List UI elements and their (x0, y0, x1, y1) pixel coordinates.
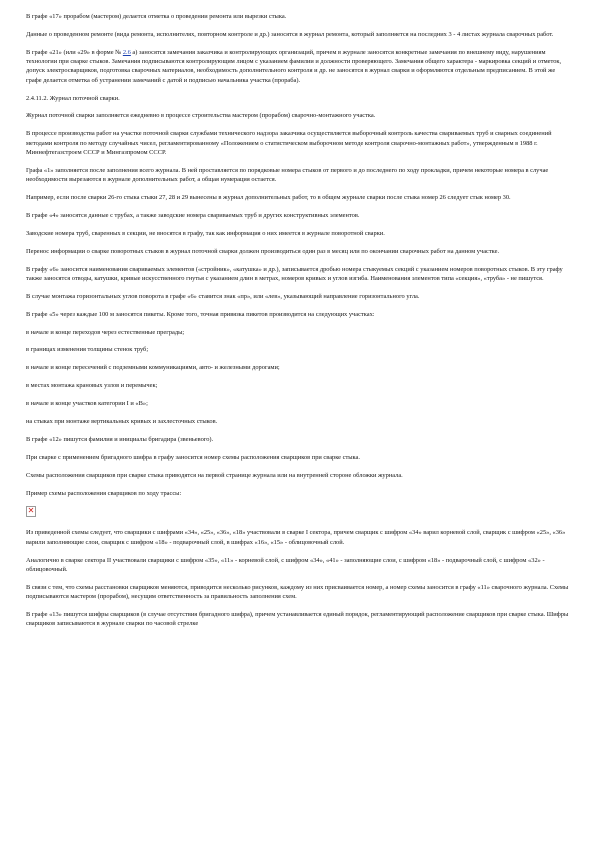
paragraph-transfer: Перенос информации о сварке поворотных стыков в журнал поточной сварки должен производиться один раз в месяц или по окончании сварочных работ на данном участке. (26, 247, 500, 255)
paragraph-col21 (26, 48, 569, 85)
paragraph-example: Например, если после сварки 26-го стыка стыки 27, 28 и 29 вынесены в журнал дополнительных работ, то в общем журнале сварки после стыка номер 26 следует стык номер 30. (26, 194, 511, 202)
list-item: на стыках при монтаже вертикальных кривых и захлесточных стыков. (26, 418, 218, 425)
paragraph-scheme-numbers: В связи с тем, что схемы расстановки сварщиков меняются, приводится несколько рисунков, каждому из них присваивается номер, а номер схемы заносится в графу «11» сварочного журнала. Схемы подписываются мастером (прорабом), несущим ответственность за правильность заполнения схем. (26, 583, 569, 601)
section-heading: 2.4.11.2. Журнал поточной сварки. (26, 94, 120, 102)
paragraph-brigade-code: При сварке с применением бригадного шифра в графу заносится номер схемы расположения сварщиков при сварке стыка. (26, 453, 360, 461)
paragraph-col1: Графа «1» заполняется после заполнения всего журнала. В ней проставляется по порядковые номера стыков от первого и до последнего по ходу прокладки, причем некоторые номера в случае необходимости вырезаются в журнале дополнительных работ, а общая нумерация остается. (26, 166, 549, 184)
list-item: в границах изменения толщины стенок труб; (26, 346, 149, 354)
paragraph-scheme-example: Пример схемы расположения сварщиков по ходу трассы: (26, 489, 182, 497)
paragraph-control: В процессе производства работ на участке поточной сварки службами технического надзора заказчика осуществляется выборочный контроль качества свариваемых труб и сварных соединений методами контроля по методу случайных чисел, регламентированному «Положением о статистическом выборочном методе контроля сварочно-монтажных работ», утвержденным в 1988 г. Миннефтегазстроем СССР и Мингазпромом СССР. (26, 130, 552, 156)
list-item: в местах монтажа крановых узлов и перемычек; (26, 382, 158, 390)
list-item: в начале и конце переходов через естественные преграды; (26, 328, 185, 336)
paragraph-col21-start: В графе «21» (или «29» в форме № (26, 48, 123, 56)
broken-image-icon (26, 506, 36, 517)
paragraph-col5: В графе «5» через каждые 100 м заносятся пикеты. Кроме того, точная привязка пикетов производится на следующих участках: (26, 310, 375, 318)
paragraph-repair-log: Данные о проведенном ремонте (вида ремонта, исполнителях, повторном контроле и др.) заносятся в журнал ремонта, который заполняется на последних 3 - 4 листах журнала сварочных работ. (26, 30, 554, 38)
paragraph-pipe-numbers: Заводские номера труб, сваренных в секции, не вносятся в графу, так как информация о них имеется в журнале поворотной сварки. (26, 229, 385, 237)
paragraph-schemes: Схемы расположения сварщиков при сварке стыка приводятся на первой странице журнала или на внутренней стороне обложки журнала. (26, 471, 403, 479)
paragraph-scheme-explanation: Из приведенной схемы следует, что сварщики с шифрами «34», «25», «36», «18» участвовали в сварке I сектора, причем сварщик с шифром «34» варил корневой слой, сварщик с шифром «25», «36» варили заполняющие слои, сварщик с шифром «18» - подварочный слой, в шифрах «16», «15» - облицовочный слой. (26, 529, 566, 546)
paragraph-col17: В графе «17» прорабом (мастером) делается отметка о проведении ремонта или вырезки стыка. (26, 13, 287, 20)
list-item: в начале и конце участков категории I и «В»; (26, 400, 148, 408)
form-link[interactable]: 2.6 (122, 48, 131, 56)
paragraph-col21-end: а) заносятся замечания заказчика и контролирующих организаций, причем в журнале заносятся конкретные замечания по внешнему виду, нарушениям технологии при сварке стыков. Замечания подписываются контролирующим лицом с указанием фамилии и должности проверяющего. Замечания общего характера - маркировка секций и отметок, допуск электросварщиков, подготовка сварочных материалов, необходимость дополнительного контроля и др. не заносятся в журнал сварки и оформляются отдельным предписанием. В этой же графе делается отметка об устранении замечаний с датой и подписью начальника участка (прораба). (26, 48, 562, 84)
paragraph-journal-intro: Журнал поточной сварки заполняется ежедневно в процессе строительства мастером (прорабом) сварочно-монтажного участка. (26, 112, 376, 120)
paragraph-col12: В графе «12» пишутся фамилия и инициалы бригадира (звеньевого). (26, 435, 214, 443)
broken-image-x: ✕ (27, 506, 35, 516)
paragraph-sector-two: Аналогично в сварке сектора II участвовали сварщики с шифром «35», «11» - корневой слой, с шифром «34», «41» - заполняющие слои, с шифром «18» - подварочный слой, с шифром «32» - облицовочный. (26, 556, 545, 573)
paragraph-col4: В графе «4» заносятся данные с трубах, а также заводские номера свариваемых труб и других конструктивных элементов. (26, 211, 360, 219)
list-item: в начале и конце пересечений с подземными коммуникациями, авто- и железными дорогами; (26, 364, 280, 372)
paragraph-col6: В графу «6» заносится наименования свариваемых элементов («стройник», «катушка» и др.), записывается дробью номера стыкуемых секций с указанием номеров поворотных стыков. В эту графу также заносятся отводы, катушки, кривые искусственного гнутья с указанием длин в метрах, номеров кривых и углов изгиба. Наименования элементов типа «секция», «труба» - не пишутся. (26, 265, 563, 282)
paragraph-angles: В случае монтажа горизонтальных углов поворота в графе «6» ставится знак «пр», или «лев», указывающий направление горизонтального угла. (26, 292, 420, 300)
document-body (26, 12, 569, 637)
paragraph-col13: В графе «13» пишутся шифры сварщиков (в случае отсутствия бригадного шифра), причем устанавливается единый порядок, регламентирующий расположение сварщиков при сварке стыка. Шифры сварщиков записываются в журнале сварки по часовой стрелке (26, 611, 569, 628)
